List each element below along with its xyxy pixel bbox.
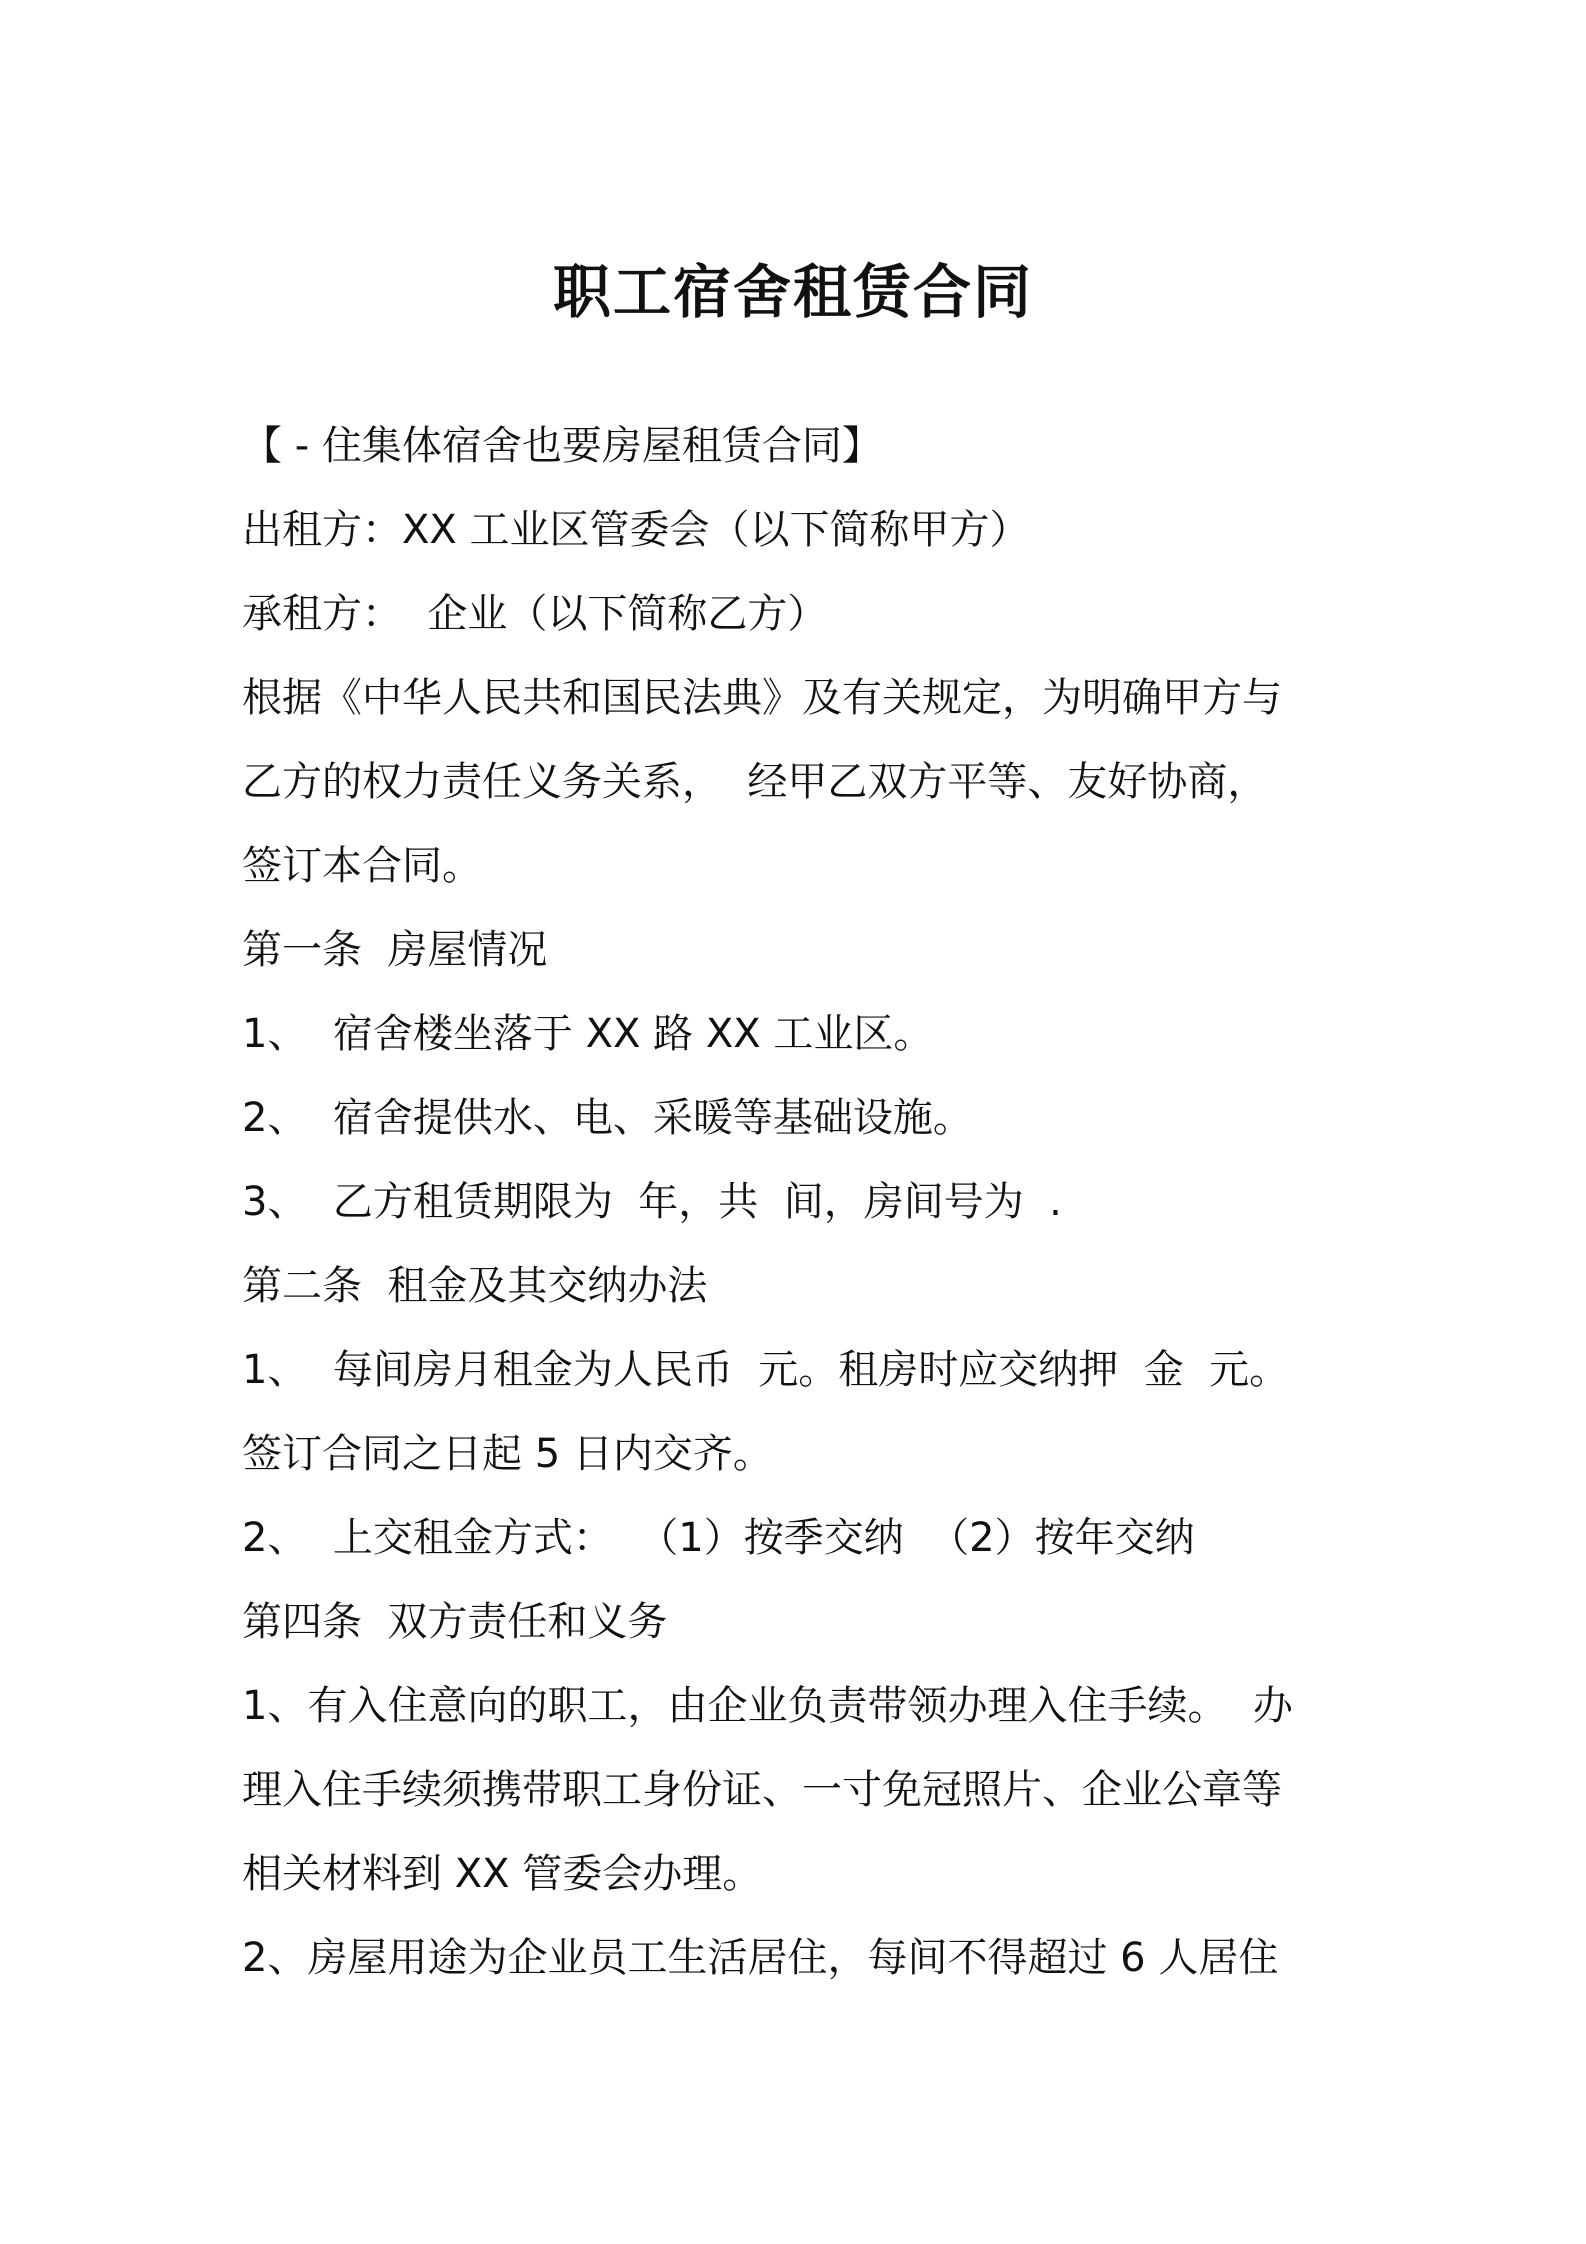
clause-line: 1、有入住意向的职工，由企业负责带领办理入住手续。 办 [242,1683,1293,1729]
preamble-line: 根据《中华人民共和国民法典》及有关规定，为明确甲方与 [242,675,1282,721]
document-body [242,404,1362,2000]
lessee-line: 承租方： 企业（以下简称乙方） [242,591,828,637]
clause-line: 2、房屋用途为企业员工生活居住，每间不得超过 6 人居住 [242,1935,1279,1981]
document-title: 职工宿舍租赁合同 [552,258,1033,326]
article-heading: 第四条 双方责任和义务 [242,1599,668,1645]
clause-line: 2、 宿舍提供水、电、采暖等基础设施。 [242,1095,973,1141]
clause-line: 相关材料到 XX 管委会办理。 [242,1851,763,1897]
clause-line: 1、 宿舍楼坐落于 XX 路 XX 工业区。 [242,1011,934,1057]
article-heading: 第一条 房屋情况 [242,927,548,973]
lessor-line: 出租方：XX 工业区管委会（以下简称甲方） [242,507,1030,553]
subtitle-line: 【 - 住集体宿舍也要房屋租赁合同】 [242,423,882,469]
clause-line: 理入住手续须携带职工身份证、一寸免冠照片、企业公章等 [242,1767,1282,1813]
clause-line: 签订合同之日起 5 日内交齐。 [242,1431,773,1477]
preamble-line: 乙方的权力责任义务关系， 经甲乙双方平等、友好协商， [242,759,1268,805]
article-heading: 第二条 租金及其交纳办法 [242,1263,708,1309]
clause-line: 2、 上交租金方式： （1）按季交纳 （2）按年交纳 [242,1515,1195,1561]
clause-line: 3、 乙方租赁期限为 年，共 间，房间号为 . [242,1179,1062,1225]
clause-line: 1、 每间房月租金为人民币 元。租房时应交纳押 金 元。 [242,1347,1290,1393]
preamble-line: 签订本合同。 [242,843,482,889]
